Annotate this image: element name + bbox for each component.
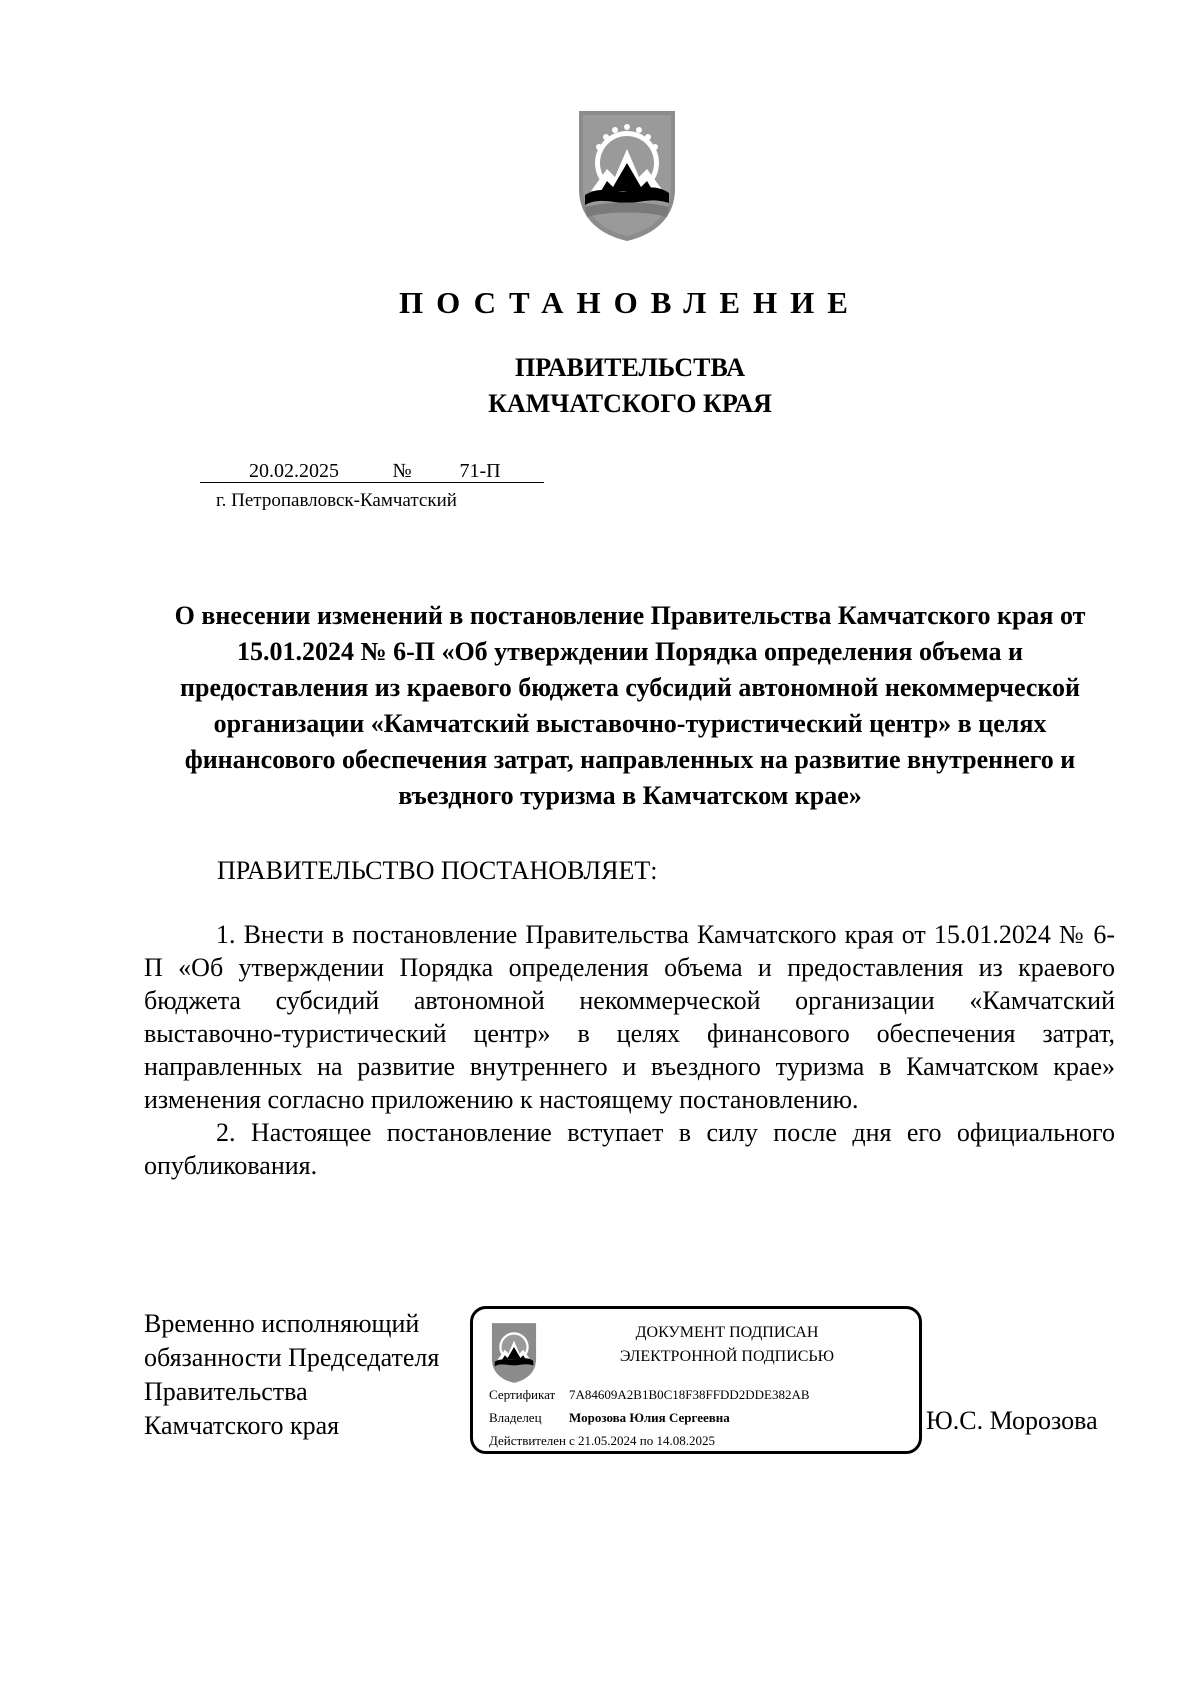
signatory-position — [144, 1307, 439, 1443]
signatory-name: Ю.С. Морозова — [926, 1406, 1098, 1435]
issuer-line: КАМЧАТСКОГО КРАЯ — [488, 389, 772, 418]
document-subject: О внесении изменений в постановление Правительства Камчатского края от 15.01.2024 № 6-П «Об утверждении Порядка определения объема и предоставления из краевого бюджета субсидий автономной некоммерческой организации «Камчатский выставочно-туристический центр» в целях финансового обеспечения затрат, направленных на развитие внутреннего и въездного туризма в Камчатском крае» — [174, 601, 1086, 810]
position-line: Правительства — [144, 1377, 308, 1406]
position-line: обязанности Председателя — [144, 1343, 440, 1372]
issuer-block — [0, 350, 1200, 422]
stamp-certificate-row — [489, 1387, 810, 1403]
position-line: Камчатского края — [144, 1411, 340, 1440]
position-line: Временно исполняющий — [144, 1309, 420, 1338]
owner-label: Владелец — [489, 1410, 542, 1425]
resolves-heading: ПРАВИТЕЛЬСТВО ПОСТАНОВЛЯЕТ: — [217, 856, 658, 885]
issuer-line: ПРАВИТЕЛЬСТВА — [515, 353, 745, 382]
electronic-signature-stamp — [470, 1306, 922, 1454]
certificate-value: 7A84609A2B1B0C18F38FFDD2DDE382AB — [569, 1387, 810, 1402]
document-date: 20.02.2025 — [200, 460, 388, 483]
document-city: г. Петропавловск-Камчатский — [216, 490, 457, 511]
stamp-owner-row — [489, 1410, 730, 1426]
body-paragraph: 2. Настоящее постановление вступает в силу после дня его официального опубликования. — [144, 1118, 1115, 1180]
kamchatka-coat-of-arms-icon — [577, 111, 677, 241]
validity-value: с 21.05.2024 по 14.08.2025 — [569, 1433, 715, 1448]
number-sign: № — [388, 460, 416, 483]
validity-label: Действителен — [489, 1433, 566, 1448]
document-number: 71-П — [416, 460, 544, 483]
date-number-line — [200, 460, 544, 483]
owner-value: Морозова Юлия Сергеевна — [569, 1410, 730, 1425]
body-paragraph: 1. Внести в постановление Правительства Камчатского края от 15.01.2024 № 6-П «Об утверждении Порядка определения объема и предоставления из краевого бюджета субсидий автономной некоммерческой организации «Камчатский выставочно-туристический центр» в целях финансового обеспечения затрат, направленных на развитие внутреннего и въездного туризма в Камчатском крае» изменения согласно приложению к настоящему постановлению. — [144, 920, 1115, 1114]
document-body — [144, 918, 1115, 1182]
stamp-validity-row — [489, 1433, 715, 1449]
stamp-title — [537, 1321, 917, 1369]
stamp-title-line: ЭЛЕКТРОННОЙ ПОДПИСЬЮ — [619, 1348, 835, 1365]
stamp-title-line: ДОКУМЕНТ ПОДПИСАН — [635, 1324, 819, 1341]
kamchatka-coat-of-arms-icon — [491, 1323, 537, 1383]
certificate-label: Сертификат — [489, 1387, 556, 1402]
document-type-title: ПОСТАНОВЛЕНИЕ — [399, 285, 861, 320]
